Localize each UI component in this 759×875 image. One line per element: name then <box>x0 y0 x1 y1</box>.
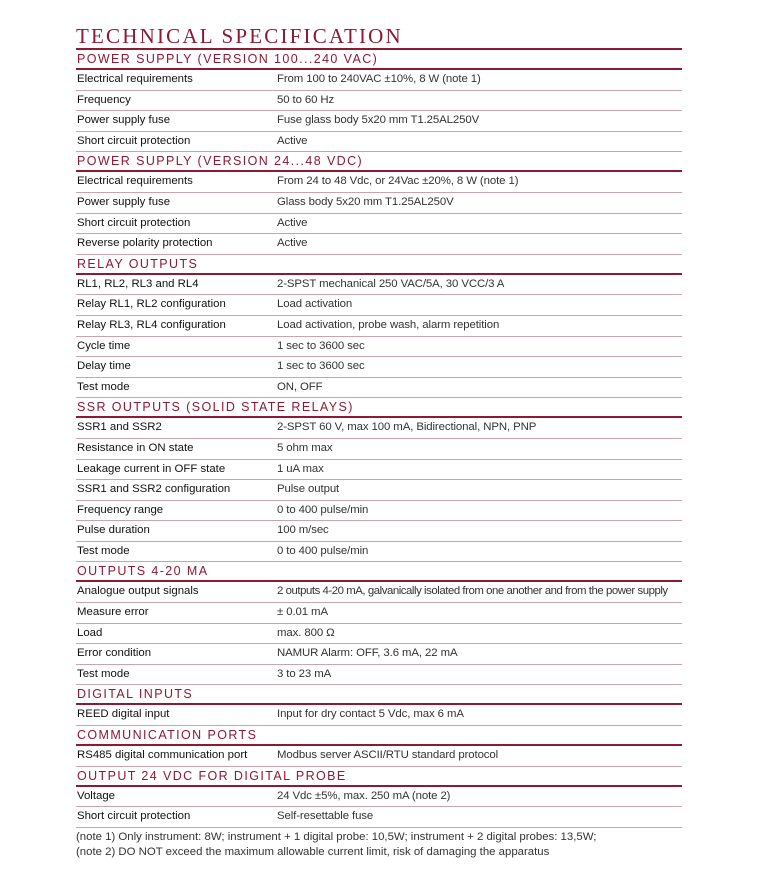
spec-value: From 24 to 48 Vdc, or 24Vac ±20%, 8 W (note 1) <box>277 175 519 188</box>
spec-value: Modbus server ASCII/RTU standard protocol <box>277 749 499 762</box>
spec-label: Cycle time <box>77 339 131 352</box>
spec-row <box>76 644 682 665</box>
spec-label: Frequency <box>77 93 131 106</box>
spec-label: Test mode <box>77 380 130 393</box>
spec-label: RS485 digital communication port <box>77 749 248 762</box>
spec-row <box>76 665 682 686</box>
spec-row <box>76 460 682 481</box>
spec-label: RL1, RL2, RL3 and RL4 <box>77 277 199 290</box>
spec-label: SSR1 and SSR2 configuration <box>77 483 231 496</box>
spec-label: Leakage current in OFF state <box>77 462 226 475</box>
spec-row <box>76 91 682 112</box>
spec-value: From 100 to 240VAC ±10%, 8 W (note 1) <box>277 73 481 85</box>
spec-label: Error condition <box>77 647 152 660</box>
spec-value: Glass body 5x20 mm T1.25AL250V <box>277 195 454 208</box>
spec-label: Reverse polarity protection <box>77 237 213 250</box>
spec-label: Frequency range <box>77 503 164 516</box>
spec-value: ON, OFF <box>277 380 323 393</box>
spec-label: Test mode <box>77 544 130 557</box>
spec-value: ± 0.01 mA <box>277 606 328 619</box>
spec-row <box>76 480 682 501</box>
spec-value: 1 sec to 3600 sec <box>277 339 365 352</box>
section-header: POWER SUPPLY (VERSION 100...240 VAC) <box>76 50 682 70</box>
spec-row <box>76 705 682 726</box>
spec-value: 50 to 60 Hz <box>277 93 335 106</box>
spec-label: Resistance in ON state <box>77 441 194 454</box>
spec-value: 1 sec to 3600 sec <box>277 360 365 373</box>
spec-value: 5 ohm max <box>277 441 333 454</box>
spec-row <box>76 582 682 603</box>
spec-value: NAMUR Alarm: OFF, 3.6 mA, 22 mA <box>277 647 458 660</box>
spec-label: Power supply fuse <box>77 114 171 127</box>
spec-label: Voltage <box>77 789 116 802</box>
spec-value: 24 Vdc ±5%, max. 250 mA (note 2) <box>277 789 451 802</box>
section-header: RELAY OUTPUTS <box>76 255 682 275</box>
spec-row <box>76 234 682 255</box>
spec-row <box>76 214 682 235</box>
spec-value: Load activation, probe wash, alarm repetition <box>277 318 500 331</box>
spec-label: Relay RL1, RL2 configuration <box>77 298 226 311</box>
spec-label: Relay RL3, RL4 configuration <box>77 318 226 331</box>
spec-row <box>76 295 682 316</box>
spec-value: 2-SPST 60 V, max 100 mA, Bidirectional, NPN, PNP <box>277 421 537 434</box>
spec-value: 100 m/sec <box>277 524 329 537</box>
spec-value: 0 to 400 pulse/min <box>277 503 369 516</box>
spec-row <box>76 603 682 624</box>
spec-label: Short circuit protection <box>77 216 191 229</box>
spec-row <box>76 357 682 378</box>
spec-row <box>76 70 682 91</box>
spec-row <box>76 542 682 563</box>
footnotes <box>76 830 682 860</box>
spec-row <box>76 501 682 522</box>
spec-value: 0 to 400 pulse/min <box>277 544 369 557</box>
spec-value: Active <box>277 134 308 147</box>
spec-row <box>76 378 682 399</box>
section-header: SSR OUTPUTS (SOLID STATE RELAYS) <box>76 398 682 418</box>
spec-label: Power supply fuse <box>77 195 171 208</box>
spec-row <box>76 172 682 193</box>
spec-value: Active <box>277 237 308 250</box>
spec-row <box>76 316 682 337</box>
section-header: POWER SUPPLY (VERSION 24...48 VDC) <box>76 152 682 172</box>
spec-page <box>76 24 682 860</box>
spec-row <box>76 337 682 358</box>
section-header: OUTPUTS 4-20 MA <box>76 562 682 582</box>
section-header: COMMUNICATION PORTS <box>76 726 682 746</box>
spec-label: REED digital input <box>77 708 170 721</box>
page-title: TECHNICAL SPECIFICATION <box>76 24 682 50</box>
spec-label: Delay time <box>77 360 131 373</box>
spec-value: Active <box>277 216 308 229</box>
spec-row <box>76 132 682 153</box>
spec-value: Load activation <box>277 298 353 311</box>
spec-label: Short circuit protection <box>77 810 191 823</box>
spec-value: Input for dry contact 5 Vdc, max 6 mA <box>277 708 464 721</box>
spec-label: Load <box>77 626 103 639</box>
spec-label: SSR1 and SSR2 <box>77 421 162 434</box>
spec-row <box>76 439 682 460</box>
spec-label: Electrical requirements <box>77 73 193 85</box>
spec-row <box>76 111 682 132</box>
spec-label: Analogue output signals <box>77 585 199 598</box>
spec-row <box>76 807 682 828</box>
spec-value: 3 to 23 mA <box>277 667 332 680</box>
spec-row <box>76 418 682 439</box>
spec-value: 2 outputs 4-20 mA, galvanically isolated from one another and from the power supply <box>277 585 668 598</box>
spec-row <box>76 624 682 645</box>
spec-label: Short circuit protection <box>77 134 191 147</box>
spec-value: max. 800 Ω <box>277 626 335 639</box>
spec-value: Self-resettable fuse <box>277 810 374 823</box>
section-header: OUTPUT 24 VDC FOR DIGITAL PROBE <box>76 767 682 787</box>
spec-label: Measure error <box>77 606 149 619</box>
spec-label: Electrical requirements <box>77 175 193 188</box>
spec-row <box>76 787 682 808</box>
spec-row <box>76 746 682 767</box>
spec-sections <box>76 50 682 828</box>
spec-row <box>76 521 682 542</box>
footnote: (note 1) Only instrument: 8W; instrument + 1 digital probe: 10,5W; instrument + 2 digital probes: 13,5W; <box>76 830 597 843</box>
spec-value: Pulse output <box>277 483 340 496</box>
footnote: (note 2) DO NOT exceed the maximum allowable current limit, risk of damaging the apparatus <box>76 845 550 858</box>
spec-label: Test mode <box>77 667 130 680</box>
spec-value: 1 uA max <box>277 462 324 475</box>
spec-value: Fuse glass body 5x20 mm T1.25AL250V <box>277 114 480 127</box>
spec-row <box>76 193 682 214</box>
section-header: DIGITAL INPUTS <box>76 685 682 705</box>
spec-row <box>76 275 682 296</box>
spec-value: 2-SPST mechanical 250 VAC/5A, 30 VCC/3 A <box>277 277 505 290</box>
spec-label: Pulse duration <box>77 524 150 537</box>
